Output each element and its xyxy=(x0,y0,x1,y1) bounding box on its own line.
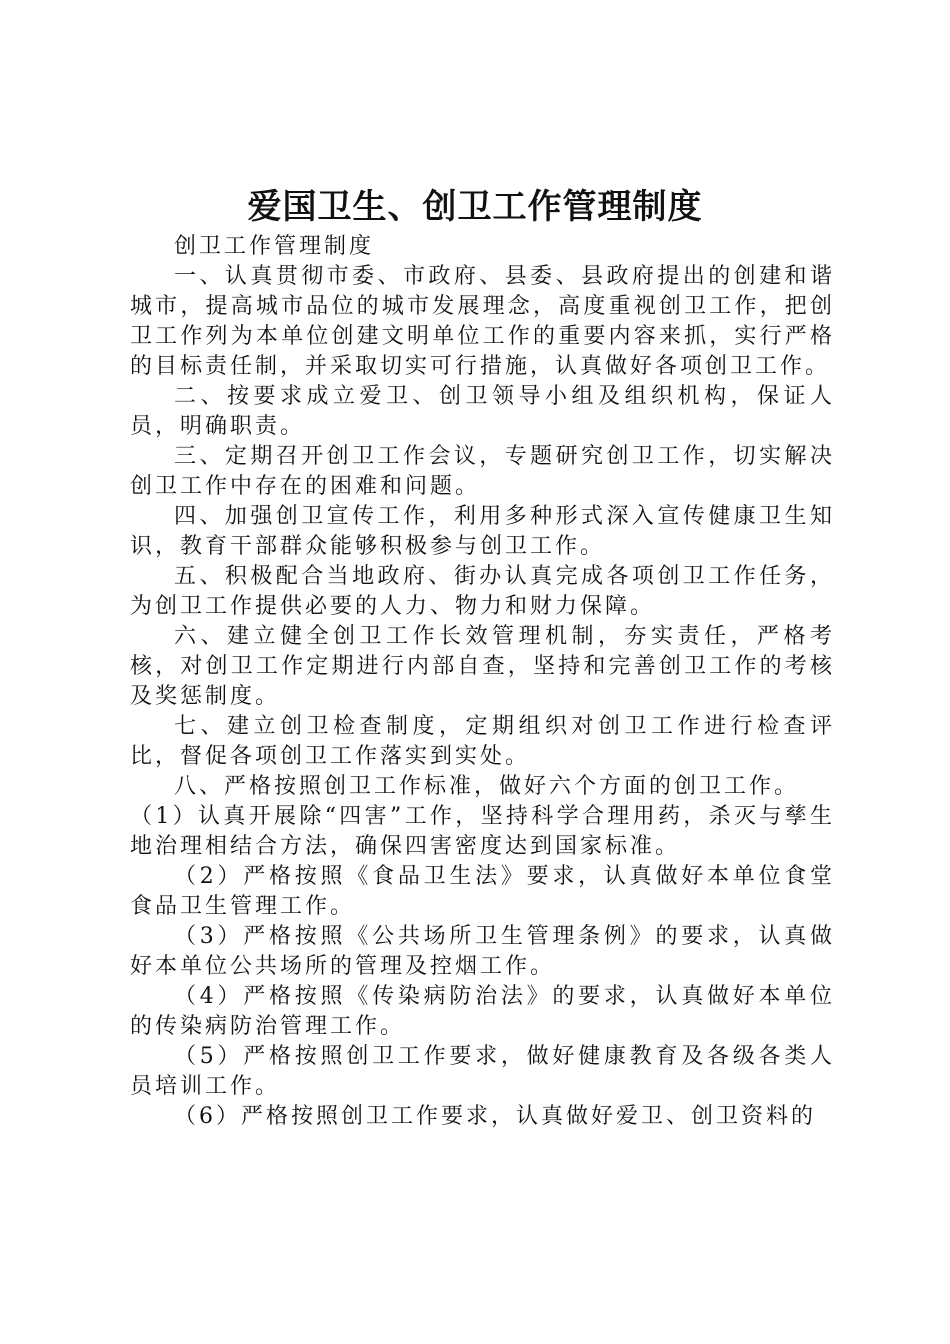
paragraph-item-5: 五、积极配合当地政府、街办认真完成各项创卫工作任务，为创卫工作提供必要的人力、物力和财力保障。 xyxy=(130,564,835,619)
paragraph-item-4: 四、加强创卫宣传工作，利用多种形式深入宣传健康卫生知识，教育干部群众能够积极参与创卫工作。 xyxy=(130,504,835,559)
sub-item-3: （3）严格按照《公共场所卫生管理条例》的要求，认真做好本单位公共场所的管理及控烟工作。 xyxy=(130,924,835,979)
paragraph-item-1: 一、认真贯彻市委、市政府、县委、县政府提出的创建和谐城市，提高城市品位的城市发展理念，高度重视创卫工作，把创卫工作列为本单位创建文明单位工作的重要内容来抓，实行严格的目标责任制，并采取切实可行措施，认真做好各项创卫工作。 xyxy=(130,264,835,379)
paragraph-item-7: 七、建立创卫检查制度，定期组织对创卫工作进行检查评比，督促各项创卫工作落实到实处。 xyxy=(130,714,835,769)
paragraph-item-8: 八、严格按照创卫工作标准，做好六个方面的创卫工作。 xyxy=(174,774,800,799)
document-title: 爱国卫生、创卫工作管理制度 xyxy=(247,187,703,227)
document-body xyxy=(130,232,835,1132)
section-heading: 创卫工作管理制度 xyxy=(174,234,375,259)
paragraph-item-2: 二、按要求成立爱卫、创卫领导小组及组织机构，保证人员，明确职责。 xyxy=(130,384,835,439)
sub-item-4: （4）严格按照《传染病防治法》的要求，认真做好本单位的传染病防治管理工作。 xyxy=(130,984,835,1039)
sub-item-6: （6）严格按照创卫工作要求，认真做好爱卫、创卫资料的 xyxy=(174,1104,816,1129)
sub-item-5: （5）严格按照创卫工作要求，做好健康教育及各级各类人员培训工作。 xyxy=(130,1044,835,1099)
sub-item-2: （2）严格按照《食品卫生法》要求，认真做好本单位食堂食品卫生管理工作。 xyxy=(130,864,835,919)
paragraph-item-6: 六、建立健全创卫工作长效管理机制，夯实责任，严格考核，对创卫工作定期进行内部自查，坚持和完善创卫工作的考核及奖惩制度。 xyxy=(130,624,835,709)
sub-item-1: （1）认真开展除“四害”工作，坚持科学合理用药，杀灭与孳生地治理相结合方法，确保四害密度达到国家标准。 xyxy=(130,804,835,859)
paragraph-item-3: 三、定期召开创卫工作会议，专题研究创卫工作，切实解决创卫工作中存在的困难和问题。 xyxy=(130,444,835,499)
